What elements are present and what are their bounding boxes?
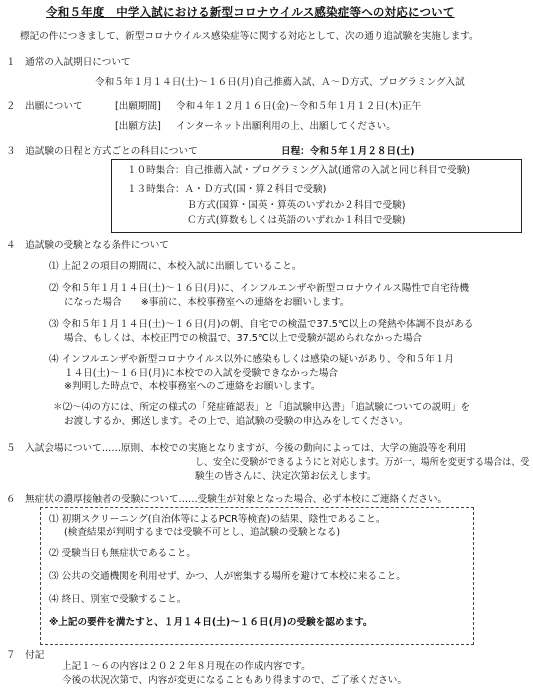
condition-4-line-2: １４日(土)～１６日(月)に本校での入試を受験できなかった場合 bbox=[64, 368, 339, 379]
section-7-line-2: 今後の状況次第で、内容が変更になることもあり得ますので、ご了承ください。 bbox=[62, 675, 407, 686]
section-2-heading: ２ 出願について bbox=[6, 101, 83, 112]
section-5-line-3: 験生の皆さんに、決定次第お伝えします。 bbox=[195, 471, 377, 482]
condition-2-line-2: になった場合 ※事前に、本校事務室への連絡をお願いします。 bbox=[64, 297, 350, 308]
condition-note-line-1: ＊⑵～⑷の方には、所定の様式の「発症確認表」と「追試験申込書」「追試験についての説明」を bbox=[53, 402, 471, 413]
section-5-line-2: し、安全に受験ができるようにと対応します。万が一、場所を変更する場合は、受 bbox=[195, 457, 530, 468]
section-3-heading: ３ 追試験の日程と方式ごとの科目について bbox=[6, 146, 198, 157]
application-period-value: 令和４年１２月１６日(金)～令和５年１月１２日(木)正午 bbox=[176, 101, 422, 112]
requirement-3: ⑶ 公共の交通機関を利用せず、かつ、人が密集する場所を避けて本校に来ること。 bbox=[49, 571, 406, 582]
schedule-line-1pm: １３時集合：Ａ・Ｄ方式(国・算２科目で受験) bbox=[127, 184, 327, 195]
application-method-label: [出願方法] bbox=[115, 121, 161, 132]
requirement-4: ⑷ 終日、別室で受験すること。 bbox=[49, 594, 187, 605]
schedule-line-b: Ｂ方式(国算・国英・算英のいずれか２科目で受験) bbox=[187, 200, 406, 211]
section-4-heading: ４ 追試験の受験となる条件について bbox=[6, 240, 169, 251]
section-7-line-1: 上記１～６の内容は２０２２年８月現在の作成内容です。 bbox=[62, 661, 311, 672]
condition-4-note: ※判明した時点で、本校事務室へのご連絡をお願いします。 bbox=[64, 381, 321, 392]
section-5-line-1: ５ 入試会場について……原則、本校での実施となりますが、今後の動向によっては、大学の施設等を利用 bbox=[6, 443, 467, 454]
section-1-line: 令和５年１月１４日(土)～１６日(月)自己推薦入試、Ａ～Ｄ方式、プログラミング入試 bbox=[95, 77, 465, 88]
retest-date: 日程：令和５年１月２８日(土) bbox=[281, 146, 415, 157]
condition-4-line-1: ⑷ インフルエンザや新型コロナウイルス以外に感染もしくは感染の疑いがあり、令和５年１月 bbox=[49, 354, 455, 365]
requirement-2: ⑵ 受験当日も無症状であること。 bbox=[49, 548, 196, 559]
requirement-summary: ※上記の要件を満たすと、１月１４日(土)～１６日(月)の受験を認めます。 bbox=[49, 617, 373, 628]
schedule-line-10am: １０時集合：自己推薦入試・プログラミング入試(通常の入試と同じ科目で受験) bbox=[127, 165, 471, 176]
application-method-value: インターネット出願利用の上、出願してください。 bbox=[176, 121, 396, 132]
condition-2-line-1: ⑵ 令和５年１月１４日(土)～１６日(月)に、インフルエンザや新型コロナウイルス陽性で自宅待機 bbox=[49, 283, 469, 294]
requirement-1-line-2: (検査結果が判明するまでは受験不可とし、追試験の受験となる) bbox=[64, 527, 341, 538]
intro-text: 標記の件につきまして、新型コロナウイルス感染症等に関する対応として、次の通り追試験を実施します。 bbox=[20, 31, 479, 42]
section-6-heading: ６ 無症状の濃厚接触者の受験について……受験生が対象となった場合、必ず本校にご連絡ください。 bbox=[6, 494, 448, 505]
requirement-1-line-1: ⑴ 初期スクリーニング(自治体等によるPCR等検査)の結果、陰性であること。 bbox=[49, 514, 386, 525]
condition-3-line-1: ⑶ 令和５年１月１４日(土)～１６日(月)の朝、自宅での検温で37.5℃以上の発熱や体調不良がある bbox=[49, 319, 474, 330]
section-1-heading: １ 通常の入試期日について bbox=[6, 57, 131, 68]
application-period-label: [出願期間] bbox=[115, 101, 161, 112]
document-title: 令和５年度 中学入試における新型コロナウイルス感染症等への対応について bbox=[46, 5, 455, 19]
section-7-heading: ７ 付記 bbox=[6, 650, 45, 661]
schedule-line-c: Ｃ方式(算数もしくは英語のいずれか１科目で受験) bbox=[187, 215, 406, 226]
condition-note-line-2: お渡しするか、郵送します。その上で、追試験の受験の申込みをしてください。 bbox=[64, 416, 409, 427]
condition-1: ⑴ 上記２の項目の期間に、本校入試に出願していること。 bbox=[49, 261, 302, 272]
condition-3-line-2: 場合、もしくは、本校正門での検温で、37.5℃以上で受験が認められなかった場合 bbox=[64, 333, 423, 344]
